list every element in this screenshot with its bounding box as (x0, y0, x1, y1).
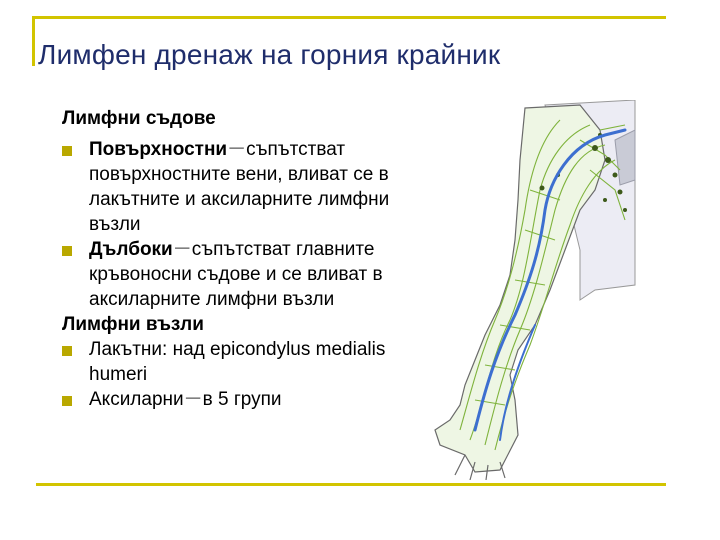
frame-top-line (32, 16, 666, 19)
dash-deep: － (172, 239, 192, 260)
section-heading-vessels: Лимфни съдове (62, 108, 216, 129)
text-deep: съпътстват главните кръвоносни съдове и се вливат в аксиларните лимфни възли (89, 239, 383, 310)
bullet-item-cubital (62, 337, 412, 387)
term-superficial: Повърхностни (89, 139, 228, 160)
term-deep: Дълбоки (89, 239, 173, 260)
frame-left-line (32, 16, 35, 66)
slide-title: Лимфен дренаж на горния крайник (38, 39, 501, 70)
text-axillary: Аксиларни－в 5 групи (89, 389, 282, 410)
frame-bottom-line (36, 483, 666, 486)
square-bullet-icon (62, 146, 72, 156)
section-heading-nodes: Лимфни възли (62, 314, 204, 335)
slide-body (62, 106, 412, 412)
bullet-item-deep (62, 237, 412, 312)
bullet-item-superficial (62, 137, 412, 237)
bullet-item-axillary (62, 387, 412, 412)
arm-lymphatic-illustration (430, 100, 640, 480)
square-bullet-icon (62, 246, 72, 256)
text-superficial: съпътстват повърхностните вени, вливат се в лакътните и аксиларните лимфни възли (89, 139, 390, 235)
text-cubital: Лакътни: над epicondylus medialis humeri (89, 339, 386, 385)
dash-superficial: － (227, 139, 247, 160)
square-bullet-icon (62, 346, 72, 356)
square-bullet-icon (62, 396, 72, 406)
